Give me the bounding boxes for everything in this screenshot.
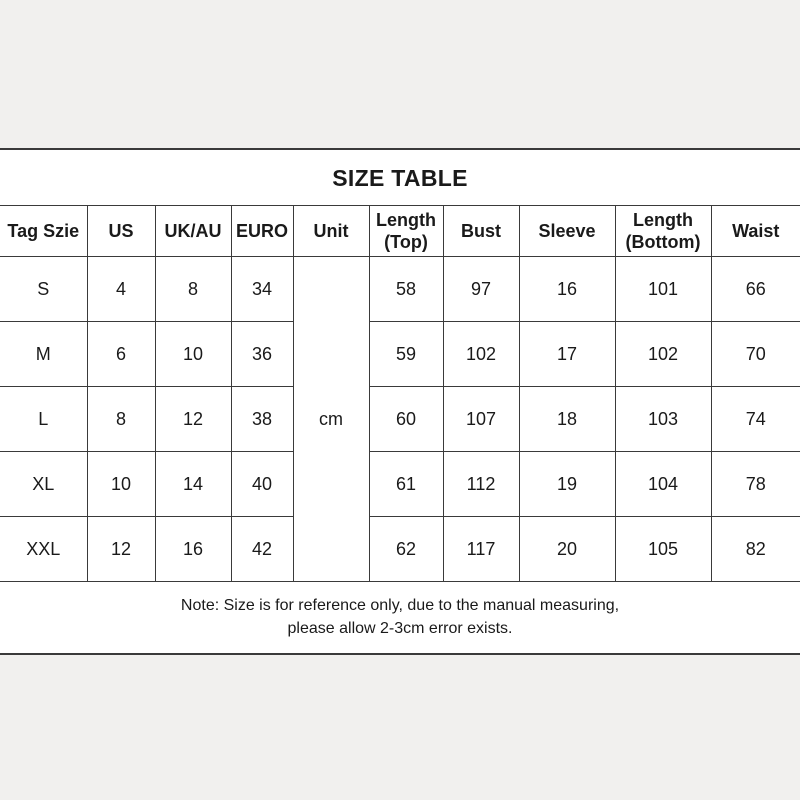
cell-sleeve: 20 bbox=[519, 517, 615, 582]
header-euro-label: EURO bbox=[235, 221, 288, 241]
header-sleeve-label: Sleeve bbox=[538, 221, 596, 241]
cell-euro: 40 bbox=[231, 452, 293, 517]
cell-tag: XL bbox=[0, 452, 87, 517]
cell-tag: L bbox=[0, 387, 87, 452]
header-tag-size-label: Tag Szie bbox=[7, 221, 80, 241]
cell-sleeve: 19 bbox=[519, 452, 615, 517]
title-row bbox=[0, 150, 800, 206]
cell-bust: 112 bbox=[443, 452, 519, 517]
size-table bbox=[0, 150, 800, 651]
cell-length-bottom: 104 bbox=[615, 452, 711, 517]
header-ukau-label: UK/AU bbox=[164, 221, 222, 241]
cell-sleeve: 18 bbox=[519, 387, 615, 452]
cell-euro: 42 bbox=[231, 517, 293, 582]
header-bust-label: Bust bbox=[461, 221, 501, 241]
cell-bust: 102 bbox=[443, 322, 519, 387]
cell-euro: 38 bbox=[231, 387, 293, 452]
header-row bbox=[0, 206, 800, 257]
header-us bbox=[87, 206, 155, 257]
cell-length-top: 58 bbox=[369, 257, 443, 322]
header-length-top-line1: Length bbox=[376, 210, 436, 230]
header-waist bbox=[711, 206, 800, 257]
cell-length-bottom: 103 bbox=[615, 387, 711, 452]
header-bust bbox=[443, 206, 519, 257]
header-euro bbox=[231, 206, 293, 257]
cell-length-top: 60 bbox=[369, 387, 443, 452]
cell-tag: XXL bbox=[0, 517, 87, 582]
table-row bbox=[0, 452, 800, 517]
cell-waist: 82 bbox=[711, 517, 800, 582]
cell-bust: 97 bbox=[443, 257, 519, 322]
header-waist-label: Waist bbox=[732, 221, 780, 241]
table-row bbox=[0, 322, 800, 387]
cell-ukau: 16 bbox=[155, 517, 231, 582]
cell-length-bottom: 105 bbox=[615, 517, 711, 582]
cell-sleeve: 17 bbox=[519, 322, 615, 387]
cell-length-top: 61 bbox=[369, 452, 443, 517]
cell-tag: M bbox=[0, 322, 87, 387]
cell-unit: cm bbox=[293, 257, 369, 582]
header-ukau bbox=[155, 206, 231, 257]
cell-bust: 117 bbox=[443, 517, 519, 582]
cell-ukau: 12 bbox=[155, 387, 231, 452]
cell-waist: 74 bbox=[711, 387, 800, 452]
header-sleeve bbox=[519, 206, 615, 257]
header-length-top bbox=[369, 206, 443, 257]
cell-length-top: 59 bbox=[369, 322, 443, 387]
header-length-bottom bbox=[615, 206, 711, 257]
cell-euro: 36 bbox=[231, 322, 293, 387]
note-line-2: please allow 2-3cm error exists. bbox=[287, 619, 513, 637]
size-table-panel bbox=[0, 148, 800, 655]
header-us-label: US bbox=[108, 221, 134, 241]
cell-tag: S bbox=[0, 257, 87, 322]
cell-length-bottom: 102 bbox=[615, 322, 711, 387]
cell-waist: 66 bbox=[711, 257, 800, 322]
cell-us: 10 bbox=[87, 452, 155, 517]
header-length-top-line2: (Top) bbox=[384, 232, 428, 252]
size-note bbox=[0, 582, 800, 652]
table-row bbox=[0, 517, 800, 582]
header-length-bottom-line2: (Bottom) bbox=[625, 232, 701, 252]
header-unit bbox=[293, 206, 369, 257]
cell-ukau: 10 bbox=[155, 322, 231, 387]
cell-ukau: 14 bbox=[155, 452, 231, 517]
cell-sleeve: 16 bbox=[519, 257, 615, 322]
cell-us: 4 bbox=[87, 257, 155, 322]
table-title: SIZE TABLE bbox=[0, 150, 800, 206]
cell-us: 12 bbox=[87, 517, 155, 582]
cell-waist: 70 bbox=[711, 322, 800, 387]
note-row bbox=[0, 582, 800, 652]
header-unit-label: Unit bbox=[313, 221, 349, 241]
header-tag-size bbox=[0, 206, 87, 257]
cell-ukau: 8 bbox=[155, 257, 231, 322]
table-row bbox=[0, 387, 800, 452]
cell-bust: 107 bbox=[443, 387, 519, 452]
table-row bbox=[0, 257, 800, 322]
cell-us: 8 bbox=[87, 387, 155, 452]
note-line-1: Note: Size is for reference only, due to the manual measuring, bbox=[180, 596, 620, 614]
cell-waist: 78 bbox=[711, 452, 800, 517]
header-length-bottom-line1: Length bbox=[633, 210, 693, 230]
cell-euro: 34 bbox=[231, 257, 293, 322]
cell-us: 6 bbox=[87, 322, 155, 387]
cell-length-bottom: 101 bbox=[615, 257, 711, 322]
cell-length-top: 62 bbox=[369, 517, 443, 582]
